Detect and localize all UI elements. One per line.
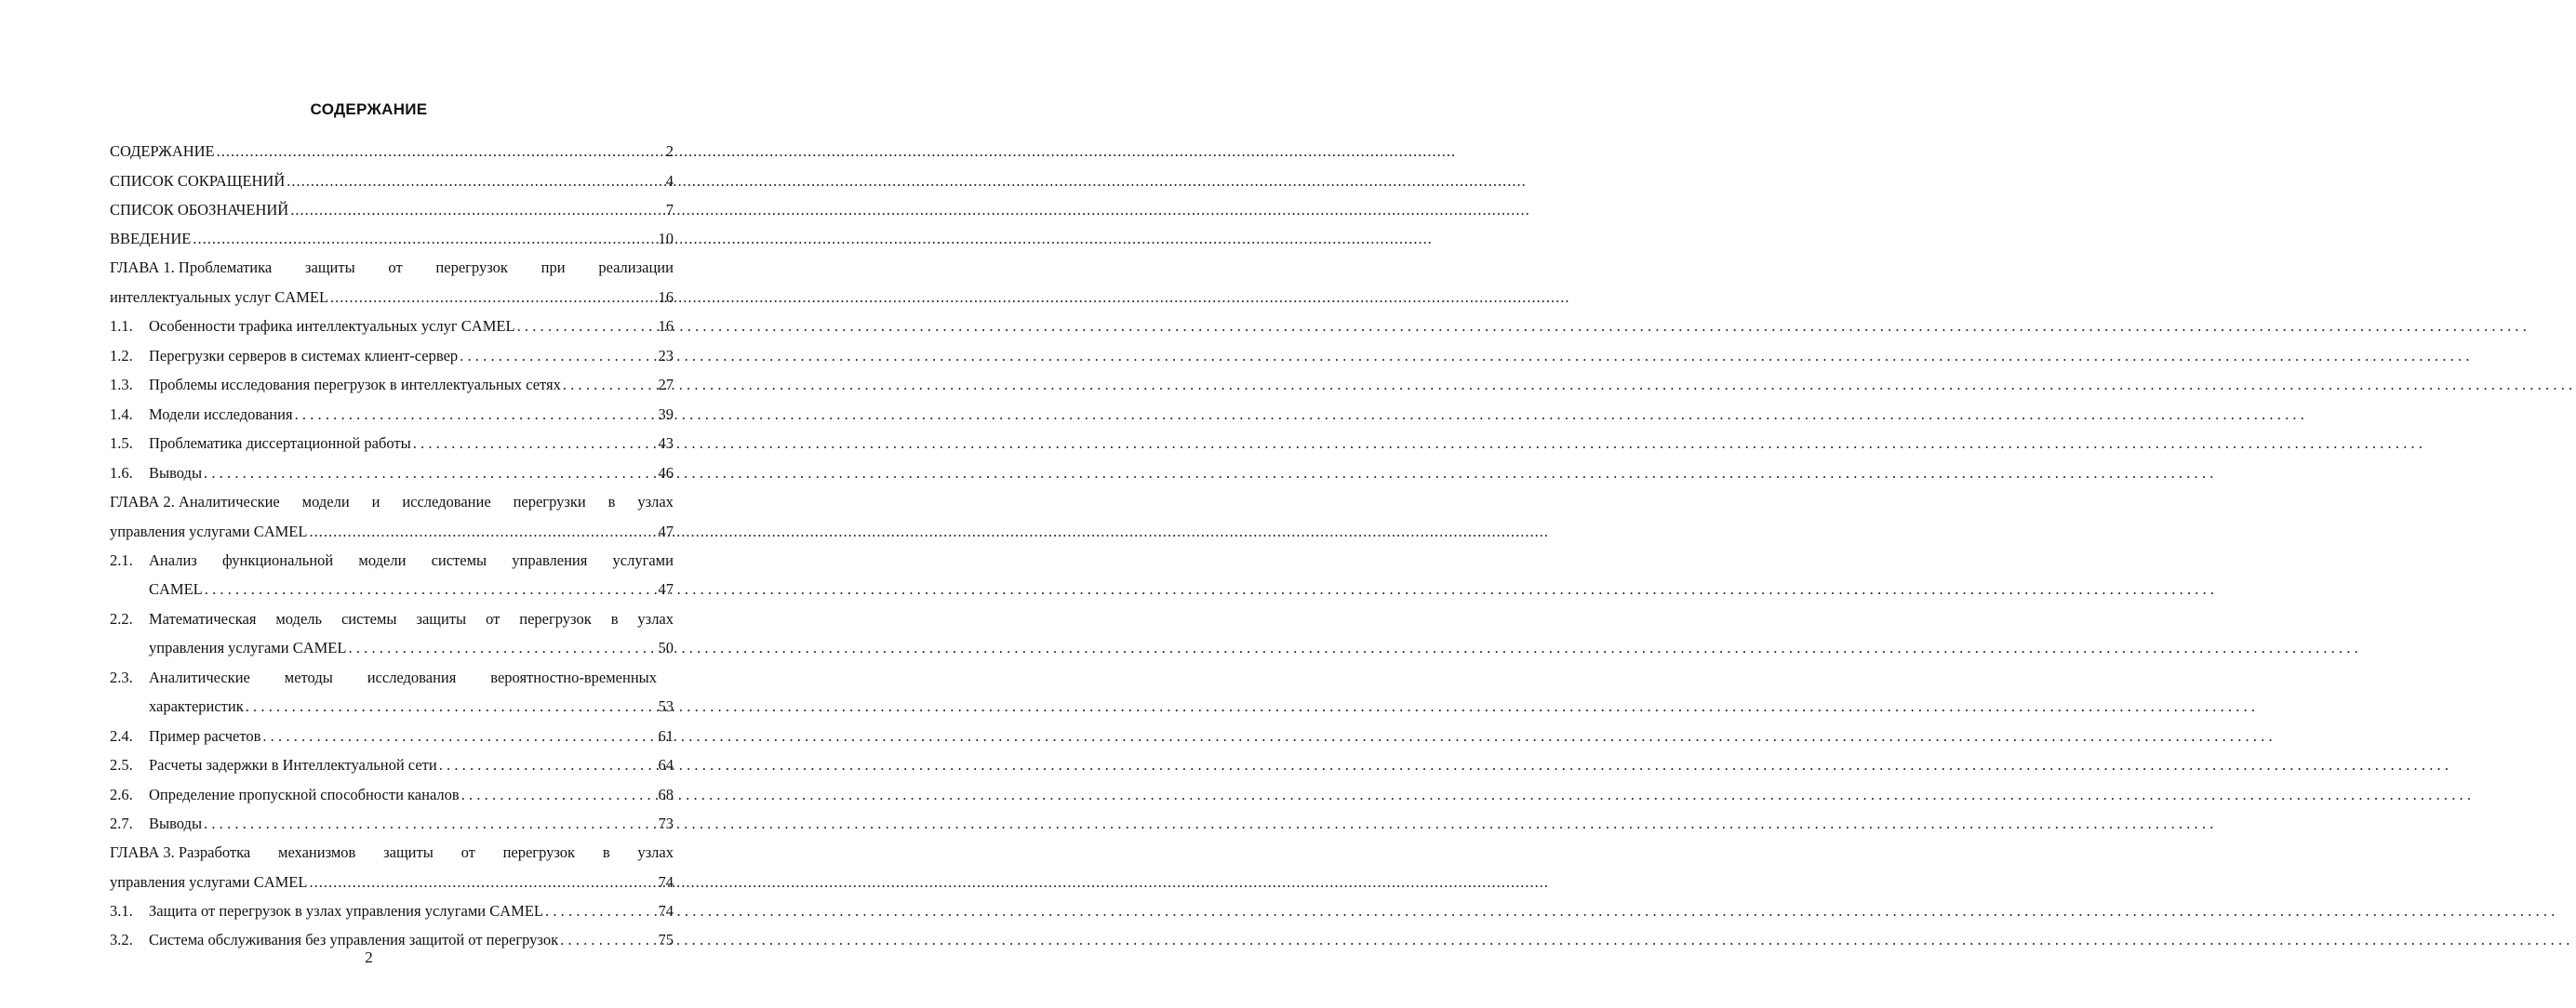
toc-entry-text: Защита от перегрузок в узлах управления услугами CAMEL — [149, 902, 544, 920]
toc-page-number: 4 — [665, 172, 674, 190]
word: защиты — [383, 843, 434, 861]
toc-section-2-5[interactable] — [110, 754, 674, 776]
word: исследование — [402, 493, 491, 511]
leader-dots — [217, 140, 664, 163]
toc-chapter-3-heading-cont[interactable] — [110, 871, 674, 894]
word: узлах — [637, 610, 674, 628]
toc-section-1-2[interactable] — [110, 345, 674, 367]
section-number: 2.6. — [110, 786, 133, 803]
toc-section-2-1-line1 — [149, 550, 674, 572]
word: защиты — [416, 610, 467, 628]
word: модель — [275, 610, 323, 628]
word: в — [602, 843, 610, 861]
toc-chapter-3-heading[interactable] — [110, 842, 674, 864]
leader-dots — [262, 725, 656, 748]
leader-dots — [545, 900, 656, 922]
toc-entry-text: Особенности трафика интеллектуальных услуг CAMEL — [149, 317, 515, 335]
toc-entry-text: управления услугами CAMEL — [110, 523, 308, 540]
toc-entry-text: CAMEL — [149, 580, 203, 598]
toc-page-number: 16 — [658, 317, 674, 335]
section-number: 3.2. — [110, 931, 133, 948]
word: в — [607, 493, 616, 511]
word: от — [460, 843, 475, 861]
leader-dots — [193, 228, 656, 250]
toc-page-number: 73 — [658, 815, 674, 832]
word: ГЛАВА 3. Разработка — [110, 843, 251, 861]
page-number: 2 — [365, 948, 373, 966]
toc-entry-text: ВВЕДЕНИЕ — [110, 230, 192, 247]
word: Аналитические — [149, 669, 250, 686]
word: от — [486, 610, 501, 628]
toc-entry-text: Пример расчетов — [149, 727, 261, 745]
section-number: 2.3. — [110, 669, 133, 686]
toc-page-number: 7 — [665, 201, 674, 219]
toc-entry-text: управления услугами CAMEL — [110, 873, 308, 891]
section-number: 2.7. — [110, 815, 133, 832]
word: ГЛАВА 2. Аналитические — [110, 493, 280, 511]
section-number: 1.6. — [110, 464, 133, 482]
leader-dots — [287, 170, 663, 192]
toc-entry-text: характеристик — [149, 697, 244, 715]
toc-entry-text: Перегрузки серверов в системах клиент-сервер — [149, 347, 459, 365]
toc-page-number: 27 — [658, 376, 674, 393]
leader-dots — [413, 432, 657, 455]
toc-entry-text: СОДЕРЖАНИЕ — [110, 142, 215, 160]
word: перегрузок — [519, 610, 592, 628]
toc-page-number: 74 — [658, 873, 674, 891]
toc-section-1-3[interactable] — [110, 374, 674, 396]
leader-dots — [309, 871, 656, 894]
leader-dots — [563, 374, 657, 396]
section-number: 1.4. — [110, 405, 133, 423]
toc-page-number: 39 — [658, 405, 674, 423]
toc-entry-contents[interactable] — [110, 140, 674, 163]
leader-dots — [348, 637, 656, 659]
toc-section-2-6[interactable] — [110, 784, 674, 806]
toc-entry-notations[interactable] — [110, 199, 674, 221]
section-number: 1.5. — [110, 434, 133, 452]
section-number: 1.2. — [110, 347, 133, 365]
leader-dots — [330, 286, 656, 309]
word: функциональной — [221, 551, 334, 569]
section-number: 3.1. — [110, 902, 133, 920]
toc-chapter-1-heading-cont[interactable] — [110, 286, 674, 309]
leader-dots — [295, 404, 657, 426]
word: Анализ — [149, 551, 197, 569]
word: узлах — [637, 843, 674, 861]
toc-section-2-4[interactable] — [110, 725, 674, 748]
toc-page-number: 61 — [658, 727, 674, 745]
toc-entry-text: Система обслуживания без управления защитой от перегрузок — [149, 931, 559, 948]
leader-dots — [204, 813, 656, 835]
toc-entry-text: управления услугами CAMEL — [149, 639, 347, 657]
toc-page-number: 64 — [658, 756, 674, 774]
word: модели — [358, 551, 407, 569]
toc-page-number: 46 — [658, 464, 674, 482]
word: механизмов — [278, 843, 356, 861]
toc-entry-abbreviations[interactable] — [110, 170, 674, 192]
toc-entry-text: Проблематика диссертационной работы — [149, 434, 411, 452]
leader-dots — [439, 754, 657, 776]
section-number: 2.2. — [110, 610, 133, 628]
toc-page-number: 68 — [658, 786, 674, 803]
section-number: 2.5. — [110, 756, 133, 774]
toc-entry-text: Выводы — [149, 815, 203, 832]
toc-section-2-7[interactable] — [110, 813, 674, 835]
word: вероятностно-временных — [490, 669, 657, 686]
toc-entry-text: СПИСОК СОКРАЩЕНИЙ — [110, 172, 286, 190]
toc-page-number: 10 — [658, 230, 674, 247]
section-number: 2.4. — [110, 727, 133, 745]
word: управления — [512, 551, 588, 569]
toc-entry-text: СПИСОК ОБОЗНАЧЕНИЙ — [110, 201, 289, 219]
word: узлах — [637, 493, 674, 511]
page-title: СОДЕРЖАНИЕ — [310, 100, 428, 118]
toc-section-2-2-line2[interactable] — [149, 637, 674, 659]
word: реализации — [598, 259, 674, 276]
toc-page-number: 2 — [665, 142, 674, 160]
toc-page-number: 53 — [658, 697, 674, 715]
section-number: 1.3. — [110, 376, 133, 393]
toc-page-number: 50 — [658, 639, 674, 657]
leader-dots — [204, 462, 656, 484]
toc-section-1-5[interactable] — [110, 432, 674, 455]
word: ГЛАВА 1. Проблематика — [110, 259, 273, 276]
toc-section-1-1[interactable] — [110, 315, 674, 338]
toc-page-number: 23 — [658, 347, 674, 365]
section-number: 2.1. — [110, 551, 133, 569]
toc-section-2-3-line1 — [149, 667, 657, 689]
word: и — [371, 493, 380, 511]
toc-section-2-2-line1 — [149, 608, 674, 630]
word: Математическая — [149, 610, 257, 628]
toc-page-number: 47 — [658, 580, 674, 598]
word: системы — [431, 551, 487, 569]
word: услугами — [612, 551, 674, 569]
toc-section-2-3-line2[interactable] — [149, 696, 674, 718]
toc-entry-text: интеллектуальных услуг CAMEL — [110, 288, 329, 306]
word: перегрузок — [502, 843, 576, 861]
toc-chapter-2-heading[interactable] — [110, 491, 674, 513]
leader-dots — [517, 315, 657, 338]
word: при — [541, 259, 566, 276]
section-number: 1.1. — [110, 317, 133, 335]
toc-entry-text: Выводы — [149, 464, 203, 482]
toc-entry-text: Модели исследования — [149, 405, 293, 423]
word: перегрузок — [435, 259, 508, 276]
word: защиты — [304, 259, 355, 276]
leader-dots — [246, 696, 657, 718]
word: модели — [301, 493, 350, 511]
toc-entry-text: Проблемы исследования перегрузок в интеллектуальных сетях — [149, 376, 561, 393]
word: перегрузки — [513, 493, 586, 511]
toc-page-number: 16 — [658, 288, 674, 306]
word: исследования — [367, 669, 457, 686]
toc-page-number: 75 — [658, 931, 674, 948]
toc-page-number: 43 — [658, 434, 674, 452]
leader-dots — [461, 784, 657, 806]
toc-section-2-1-line2[interactable] — [149, 578, 674, 601]
leader-dots — [460, 345, 656, 367]
leader-dots — [309, 521, 656, 543]
leader-dots — [290, 199, 664, 221]
toc-section-3-1[interactable] — [110, 900, 674, 922]
word: в — [610, 610, 619, 628]
word: от — [388, 259, 403, 276]
word: системы — [340, 610, 397, 628]
leader-dots — [205, 578, 657, 601]
toc-entry-introduction[interactable] — [110, 228, 674, 250]
toc-entry-text: Определение пропускной способности каналов — [149, 786, 460, 803]
toc-section-1-6[interactable] — [110, 462, 674, 484]
toc-page-number: 47 — [658, 523, 674, 540]
toc-entry-text: Расчеты задержки в Интеллектуальной сети — [149, 756, 437, 774]
word: методы — [284, 669, 333, 686]
toc-chapter-2-heading-cont[interactable] — [110, 521, 674, 543]
toc-section-1-4[interactable] — [110, 404, 674, 426]
toc-page-number: 74 — [658, 902, 674, 920]
toc-chapter-1-heading[interactable] — [110, 257, 674, 279]
